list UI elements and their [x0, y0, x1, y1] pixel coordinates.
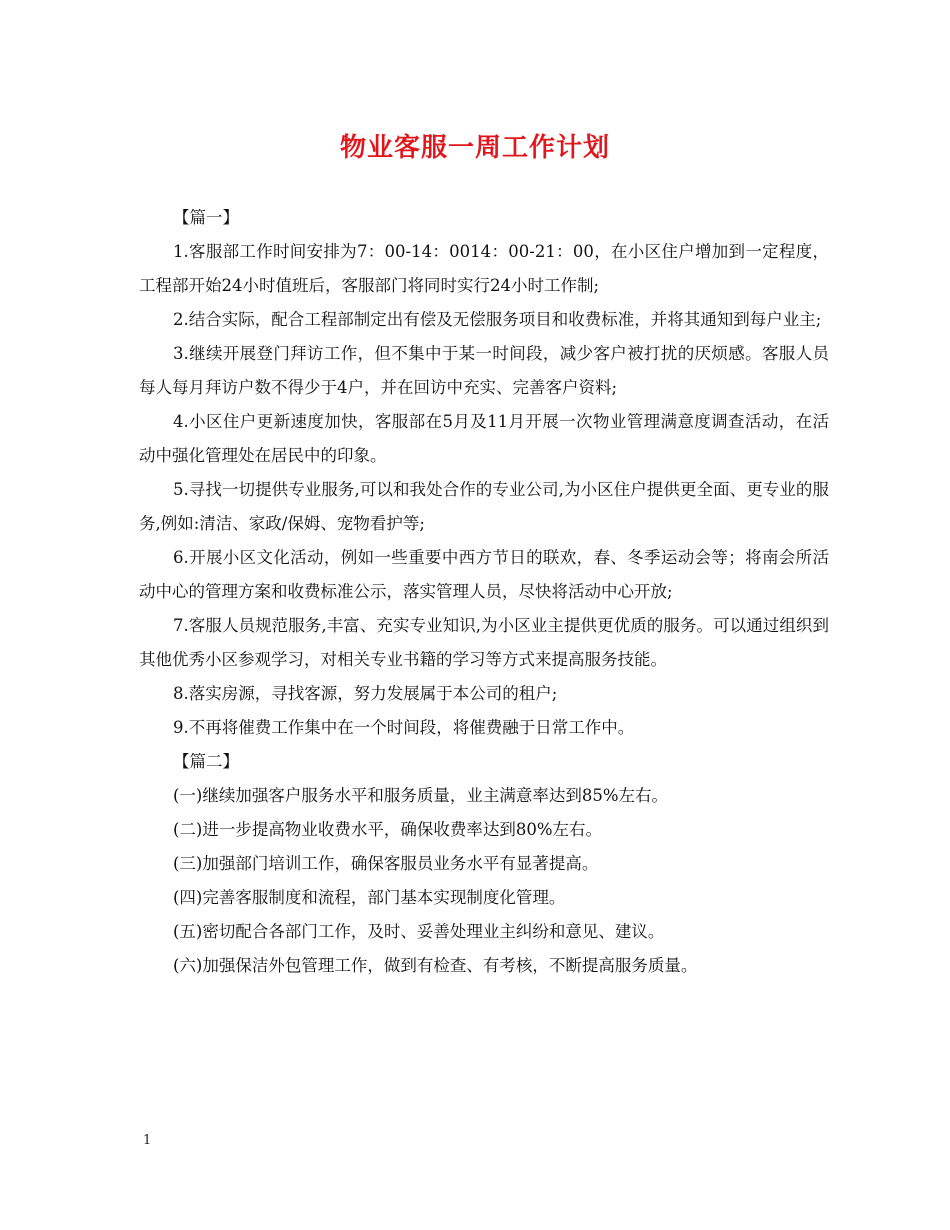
section1-item-7: 7.客服人员规范服务,丰富、充实专业知识,为小区业主提供更优质的服务。可以通过组织到其他优秀小区参观学习，对相关专业书籍的学习等方式来提高服务技能。	[139, 616, 829, 669]
section1-item-8: 8.落实房源，寻找客源，努力发展属于本公司的租户;	[173, 684, 558, 703]
section1-item-6: 6.开展小区文化活动，例如一些重要中西方节日的联欢，春、冬季运动会等；将南会所活动中心的管理方案和收费标准公示，落实管理人员，尽快将活动中心开放;	[139, 548, 829, 601]
page-number: 1	[143, 1133, 152, 1148]
document-body	[139, 201, 829, 983]
section1-heading: 【篇一】	[173, 208, 239, 227]
section1-item-9: 9.不再将催费工作集中在一个时间段，将催费融于日常工作中。	[173, 718, 635, 737]
section1-item-4: 4.小区住户更新速度加快，客服部在5月及11月开展一次物业管理满意度调查活动，在活动中强化管理处在居民中的印象。	[139, 412, 829, 465]
section2-item-6: (六)加强保洁外包管理工作，做到有检查、有考核，不断提高服务质量。	[173, 956, 698, 975]
section1-item-3: 3.继续开展登门拜访工作，但不集中于某一时间段，减少客户被打扰的厌烦感。客服人员每人每月拜访户数不得少于4户，并在回访中充实、完善客户资料;	[139, 344, 829, 397]
section1-item-1: 1.客服部工作时间安排为7：00-14：0014：00-21：00，在小区住户增加到一定程度，工程部开始24小时值班后，客服部门将同时实行24小时工作制;	[139, 242, 829, 295]
section1-item-5: 5.寻找一切提供专业服务,可以和我处合作的专业公司,为小区住户提供更全面、更专业的服务,例如:清洁、家政/保姆、宠物看护等;	[139, 480, 829, 533]
section2-item-1: (一)继续加强客户服务水平和服务质量，业主满意率达到85%左右。	[173, 786, 669, 805]
section2-item-2: (二)进一步提高物业收费水平，确保收费率达到80%左右。	[173, 820, 603, 839]
document-title: 物业客服一周工作计划	[339, 133, 610, 163]
section1-item-2: 2.结合实际，配合工程部制定出有偿及无偿服务项目和收费标准，并将其通知到每户业主;	[173, 310, 822, 329]
section2-heading: 【篇二】	[173, 752, 239, 771]
section2-item-3: (三)加强部门培训工作，确保客服员业务水平有显著提高。	[173, 854, 599, 873]
section2-item-5: (五)密切配合各部门工作，及时、妥善处理业主纠纷和意见、建议。	[173, 922, 665, 941]
section2-item-4: (四)完善客服制度和流程，部门基本实现制度化管理。	[173, 888, 566, 907]
